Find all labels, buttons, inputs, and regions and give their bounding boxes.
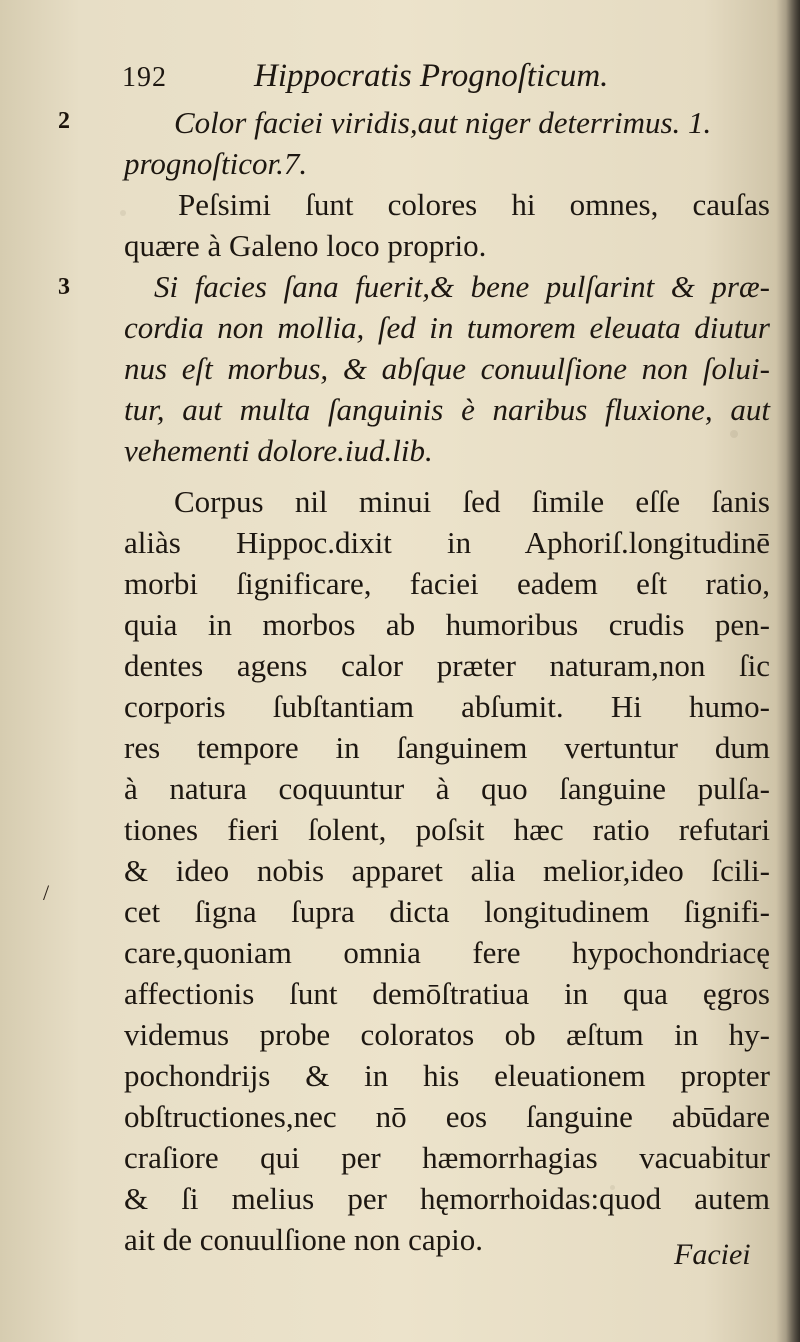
- paragraph-spacer: [124, 471, 770, 481]
- text-line-8: tur, aut multa ſanguinis è naribus fluxione, aut: [124, 392, 770, 427]
- text-line-11: aliàs Hippoc.dixit in Aphoriſ.longitudinē: [124, 525, 770, 560]
- catchword: Faciei: [674, 1238, 751, 1271]
- margin-note-2: 2: [58, 108, 70, 134]
- book-text: [124, 102, 770, 1260]
- text-line-23: videmus probe coloratos ob æſtum in hy-: [124, 1017, 770, 1052]
- text-line-15: corporis ſubſtantiam abſumit. Hi humo-: [124, 689, 770, 724]
- text-line-10: Corpus nil minui ſed ſimile eſſe ſanis: [174, 484, 770, 519]
- text-line-3: Peſsimi ſunt colores hi omnes, cauſas: [178, 187, 770, 222]
- text-line-9: vehementi dolore.iud.lib.: [124, 433, 433, 468]
- text-line-4: quære à Galeno loco proprio.: [124, 228, 487, 263]
- text-line-7: nus eſt morbus, & abſque conuulſione non ſolui-: [124, 351, 770, 386]
- text-line-27: & ſi melius per hęmorrhoidas:quod autem: [124, 1181, 770, 1216]
- page-title: Hippocratis Prognoſticum.: [254, 58, 609, 94]
- text-line-13: quia in morbos ab humoribus crudis pen-: [124, 607, 770, 642]
- page-number: 192: [122, 62, 167, 93]
- text-line-16: res tempore in ſanguinem vertuntur dum: [124, 730, 770, 765]
- running-head: [122, 58, 682, 100]
- text-line-1: Color faciei viridis,aut niger deterrimus. 1.: [174, 105, 712, 140]
- text-line-17: à natura coquuntur à quo ſanguine pulſa-: [124, 771, 770, 806]
- text-line-2: prognoſticor.7.: [124, 146, 308, 181]
- text-line-21: care,quoniam omnia fere hypochondriacę: [124, 935, 770, 970]
- text-line-20: cet ſigna ſupra dicta longitudinem ſignifi-: [124, 894, 770, 929]
- text-line-6: cordia non mollia, ſed in tumorem eleuata diutur: [124, 310, 770, 345]
- margin-note-3: 3: [58, 274, 70, 300]
- text-line-5: Si facies ſana fuerit,& bene pulſarint & præ-: [154, 269, 770, 304]
- text-line-24: pochondrijs & in his eleuationem propter: [124, 1058, 770, 1093]
- text-line-26: craſiore qui per hæmorrhagias vacuabitur: [124, 1140, 770, 1175]
- text-line-14: dentes agens calor præter naturam,non ſic: [124, 648, 770, 683]
- margin-tick: /: [43, 880, 50, 905]
- text-line-12: morbi ſignificare, faciei eadem eſt ratio,: [124, 566, 770, 601]
- text-line-22: affectionis ſunt demōſtratiua in qua ęgros: [124, 976, 770, 1011]
- text-line-19: & ideo nobis apparet alia melior,ideo ſcili-: [124, 853, 770, 888]
- text-line-28: ait de conuulſione non capio.: [124, 1222, 483, 1257]
- text-line-25: obſtructiones,nec nō eos ſanguine abūdare: [124, 1099, 770, 1134]
- text-line-18: tiones fieri ſolent, poſsit hæc ratio refutari: [124, 812, 770, 847]
